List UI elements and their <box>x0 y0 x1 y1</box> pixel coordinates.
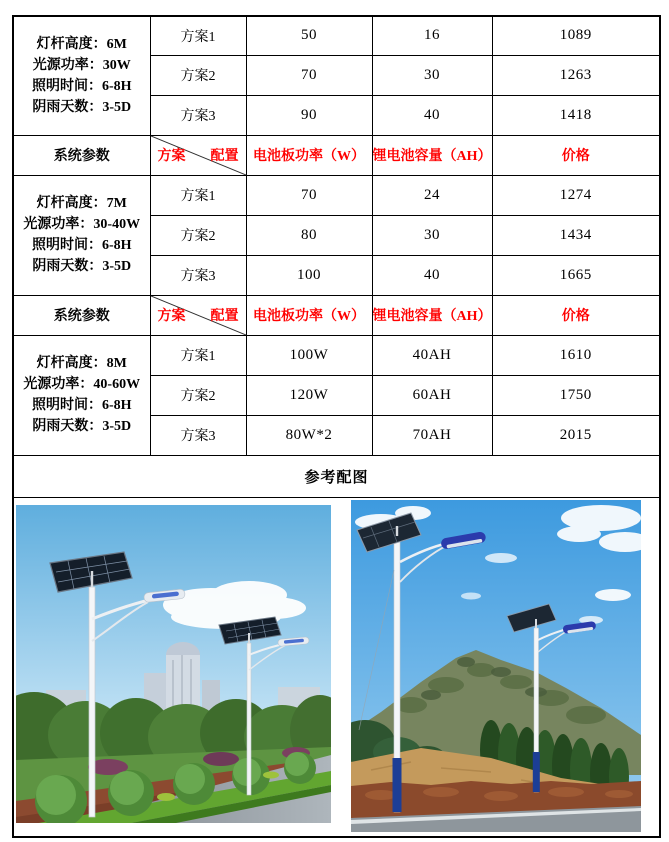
header-price: 价格 <box>492 135 660 175</box>
panel-power-cell: 100 <box>246 255 372 295</box>
header-diagonal-cell <box>150 135 246 175</box>
battery-capacity-cell: 40AH <box>372 335 492 375</box>
param-line: 照明时间：6-8H <box>31 398 132 413</box>
panel-power-cell: 100W <box>246 335 372 375</box>
param-line: 光源功率：30-40W <box>23 217 141 232</box>
battery-capacity-cell: 30 <box>372 215 492 255</box>
reference-image-render <box>16 505 331 823</box>
panel-power-cell: 80W*2 <box>246 415 372 455</box>
param-line: 灯杆高度：6M <box>36 36 127 52</box>
params-cell-6m <box>13 16 150 135</box>
header-panel-power: 电池板功率（W） <box>246 135 372 175</box>
header-config-label: 配置 <box>210 309 239 324</box>
panel-power-cell: 80 <box>246 215 372 255</box>
price-cell: 1418 <box>492 95 660 135</box>
price-cell: 1089 <box>492 16 660 55</box>
plan-cell: 方案1 <box>150 175 246 215</box>
plan-cell: 方案3 <box>150 255 246 295</box>
header-system-params: 系统参数 <box>13 135 150 175</box>
price-cell: 1434 <box>492 215 660 255</box>
param-line: 灯杆高度：8M <box>36 356 127 371</box>
battery-capacity-cell: 24 <box>372 175 492 215</box>
price-cell: 1610 <box>492 335 660 375</box>
header-price: 价格 <box>492 295 660 335</box>
plan-cell: 方案2 <box>150 55 246 95</box>
battery-capacity-cell: 60AH <box>372 375 492 415</box>
price-cell: 1665 <box>492 255 660 295</box>
plan-cell: 方案2 <box>150 215 246 255</box>
param-line: 光源功率：40-60W <box>23 377 141 392</box>
param-line: 照明时间：6-8H <box>31 238 132 253</box>
header-system-params: 系统参数 <box>13 295 150 335</box>
plan-cell: 方案3 <box>150 415 246 455</box>
price-cell: 1263 <box>492 55 660 95</box>
param-line: 光源功率：30W <box>32 57 131 73</box>
params-cell-8m <box>13 335 150 455</box>
param-line: 阴雨天数：3-5D <box>32 259 132 274</box>
header-diagonal-cell <box>150 295 246 335</box>
battery-capacity-cell: 40 <box>372 255 492 295</box>
panel-power-cell: 120W <box>246 375 372 415</box>
battery-capacity-cell: 70AH <box>372 415 492 455</box>
param-line: 灯杆高度：7M <box>36 196 127 211</box>
battery-capacity-cell: 40 <box>372 95 492 135</box>
price-cell: 2015 <box>492 415 660 455</box>
header-config-label: 配置 <box>210 149 239 164</box>
param-line: 阴雨天数：3-5D <box>32 99 132 115</box>
reference-images-cell <box>13 497 660 837</box>
reference-title: 参考配图 <box>13 455 660 497</box>
plan-cell: 方案1 <box>150 16 246 55</box>
panel-power-cell: 70 <box>246 175 372 215</box>
price-cell: 1274 <box>492 175 660 215</box>
plan-cell: 方案1 <box>150 335 246 375</box>
spec-table <box>12 15 661 838</box>
params-cell-7m <box>13 175 150 295</box>
panel-power-cell: 70 <box>246 55 372 95</box>
param-line: 照明时间：6-8H <box>31 78 132 94</box>
plan-cell: 方案2 <box>150 375 246 415</box>
reference-image-photo <box>351 500 641 832</box>
header-battery-capacity: 锂电池容量（AH） <box>372 135 492 175</box>
header-plan-label: 方案 <box>157 149 186 164</box>
header-panel-power: 电池板功率（W） <box>246 295 372 335</box>
header-battery-capacity: 锂电池容量（AH） <box>372 295 492 335</box>
header-plan-label: 方案 <box>157 309 186 324</box>
panel-power-cell: 90 <box>246 95 372 135</box>
battery-capacity-cell: 30 <box>372 55 492 95</box>
battery-capacity-cell: 16 <box>372 16 492 55</box>
plan-cell: 方案3 <box>150 95 246 135</box>
price-cell: 1750 <box>492 375 660 415</box>
panel-power-cell: 50 <box>246 16 372 55</box>
param-line: 阴雨天数：3-5D <box>32 419 132 434</box>
